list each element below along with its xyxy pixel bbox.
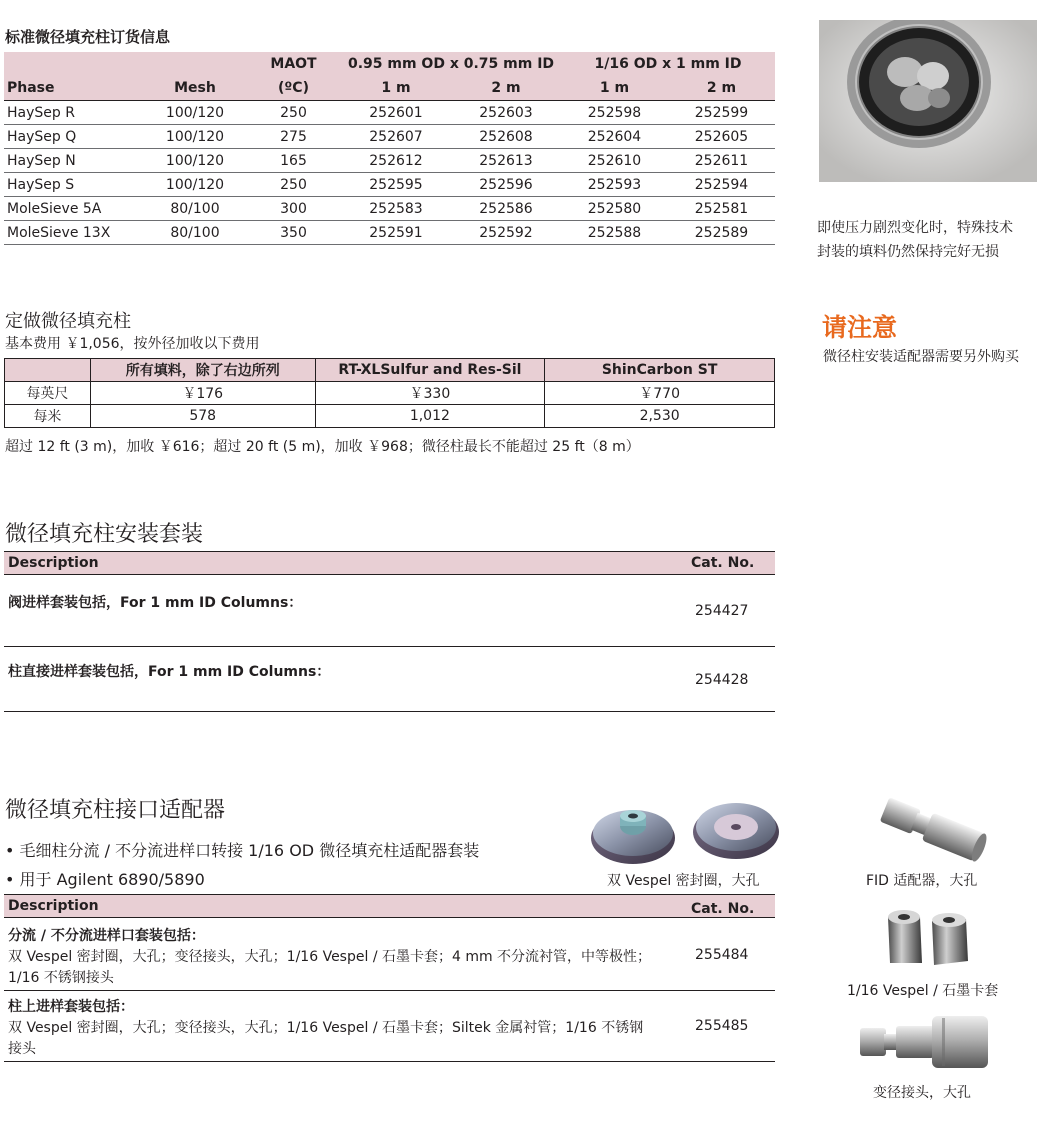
col-rtxl: RT-XLSulfur and Res-Sil xyxy=(315,359,545,382)
col-cat-no: Cat. No. xyxy=(691,901,755,917)
install-item-desc: 柱直接进样套装包括，For 1 mm ID Columns： xyxy=(8,664,331,680)
install-item-cat: 254427 xyxy=(695,603,749,619)
cell-cat: 252607 xyxy=(341,125,451,149)
col-b1: 1 m xyxy=(561,76,668,101)
cell-price: 578 xyxy=(90,405,315,428)
ordering-table xyxy=(4,52,775,245)
table-row xyxy=(4,221,775,245)
cell-cat: 252598 xyxy=(561,101,668,125)
cell-mesh: 80/100 xyxy=(144,197,246,221)
cell-maot: 165 xyxy=(246,149,341,173)
table-row xyxy=(5,405,775,428)
cell-cat: 252599 xyxy=(668,101,775,125)
divider xyxy=(4,1061,775,1062)
install-item-cat: 254428 xyxy=(695,672,749,688)
reducer-caption: 变径接头，大孔 xyxy=(873,1085,971,1101)
cell-maot: 250 xyxy=(246,173,341,197)
table-row xyxy=(4,173,775,197)
ferrule-caption: 双 Vespel 密封圈，大孔 xyxy=(607,873,760,889)
cell-cat: 252586 xyxy=(451,197,561,221)
divider xyxy=(4,646,775,647)
adapters-header xyxy=(4,894,775,918)
custom-title: 定做微径填充柱 xyxy=(5,311,131,332)
adapter-item-cat: 255484 xyxy=(695,947,749,963)
col-b2: 2 m xyxy=(668,76,775,101)
col-a1: 1 m xyxy=(341,76,451,101)
cell-cat: 252613 xyxy=(451,149,561,173)
adapter-item xyxy=(8,926,651,989)
cell-maot: 275 xyxy=(246,125,341,149)
cell-cat: 252611 xyxy=(668,149,775,173)
cell-phase: HaySep N xyxy=(4,149,144,173)
install-item-desc: 阀进样套装包括，For 1 mm ID Columns： xyxy=(8,595,303,611)
adapter-item-desc: 双 Vespel 密封圈，大孔；变径接头，大孔；1/16 Vespel / 石墨卡套；Siltek 金属衬管；1/16 不锈钢 xyxy=(8,1020,644,1036)
adapter-item-cat: 255485 xyxy=(695,1018,749,1034)
custom-price-table xyxy=(4,358,775,428)
photo-caption xyxy=(817,216,1013,264)
col-phase: Phase xyxy=(4,76,144,101)
table-row xyxy=(4,197,775,221)
cell-price: ￥176 xyxy=(90,382,315,405)
col-od095: 0.95 mm OD x 0.75 mm ID xyxy=(347,56,555,72)
cell-cat: 252594 xyxy=(668,173,775,197)
cell-maot: 350 xyxy=(246,221,341,245)
table-row xyxy=(4,101,775,125)
table-row xyxy=(4,125,775,149)
cell-cat: 252612 xyxy=(341,149,451,173)
install-title: 微径填充柱安装套装 xyxy=(5,522,204,547)
cell-maot: 250 xyxy=(246,101,341,125)
cell-cat: 252595 xyxy=(341,173,451,197)
adapters-bullet: • 用于 Agilent 6890/5890 xyxy=(5,870,205,889)
ordering-title: 标准微径填充柱订货信息 xyxy=(5,28,171,46)
adapters-bullet: • 毛细柱分流 / 不分流进样口转接 1/16 OD 微径填充柱适配器套装 xyxy=(5,841,480,860)
col-description: Description xyxy=(8,555,99,571)
col-all-packings: 所有填料，除了右边所列 xyxy=(90,359,315,382)
adapter-item-desc: 1/16 不锈钢接头 xyxy=(8,970,114,986)
col-description: Description xyxy=(8,898,99,914)
reducer-union-image xyxy=(858,1010,990,1074)
cell-cat: 252580 xyxy=(561,197,668,221)
ferrule-pair-caption: 1/16 Vespel / 石墨卡套 xyxy=(847,983,999,999)
adapters-title: 微径填充柱接口适配器 xyxy=(5,798,226,823)
cell-cat: 252589 xyxy=(668,221,775,245)
fid-adapter-caption: FID 适配器，大孔 xyxy=(866,873,978,889)
cell-unit: 每英尺 xyxy=(5,382,91,405)
cell-phase: HaySep Q xyxy=(4,125,144,149)
adapter-item-desc: 接头 xyxy=(8,1041,36,1057)
cell-cat: 252608 xyxy=(451,125,561,149)
col-cat-no: Cat. No. xyxy=(691,555,755,571)
cell-cat: 252604 xyxy=(561,125,668,149)
photo-caption-line: 即使压力剧烈变化时，特殊技术 xyxy=(817,220,1013,236)
cell-cat: 252605 xyxy=(668,125,775,149)
adapter-item xyxy=(8,997,643,1060)
column-cross-section-photo xyxy=(819,20,1037,182)
col-a2: 2 m xyxy=(451,76,561,101)
notice-title: 请注意 xyxy=(822,313,898,342)
cell-price: 1,012 xyxy=(315,405,545,428)
vespel-ferrule-image xyxy=(588,796,784,866)
cell-price: 2,530 xyxy=(545,405,775,428)
col-mesh: Mesh xyxy=(144,76,246,101)
cell-cat: 252588 xyxy=(561,221,668,245)
cell-price: ￥770 xyxy=(545,382,775,405)
adapter-item-title: 柱上进样套装包括： xyxy=(8,999,134,1015)
cell-phase: HaySep S xyxy=(4,173,144,197)
cell-cat: 252592 xyxy=(451,221,561,245)
cell-mesh: 100/120 xyxy=(144,101,246,125)
cell-cat: 252591 xyxy=(341,221,451,245)
table-row xyxy=(5,382,775,405)
vespel-graphite-ferrule-image xyxy=(884,903,974,969)
cell-cat: 252596 xyxy=(451,173,561,197)
col-shincarbon: ShinCarbon ST xyxy=(545,359,775,382)
cell-maot: 300 xyxy=(246,197,341,221)
custom-subtitle: 基本费用 ￥1,056，按外径加收以下费用 xyxy=(5,336,260,352)
cell-cat: 252581 xyxy=(668,197,775,221)
adapter-item-title: 分流 / 不分流进样口套装包括： xyxy=(8,928,205,944)
notice-text: 微径柱安装适配器需要另外购买 xyxy=(823,349,1019,365)
fid-adapter-image xyxy=(872,796,994,866)
cell-price: ￥330 xyxy=(315,382,545,405)
cell-cat: 252610 xyxy=(561,149,668,173)
cell-phase: HaySep R xyxy=(4,101,144,125)
custom-note: 超过 12 ft (3 m)，加收 ￥616；超过 20 ft (5 m)，加收 ￥968；微径柱最长不能超过 25 ft（8 m） xyxy=(5,439,640,455)
cell-cat: 252593 xyxy=(561,173,668,197)
table-row xyxy=(4,149,775,173)
cell-unit: 每米 xyxy=(5,405,91,428)
cell-phase: MoleSieve 5A xyxy=(4,197,144,221)
cell-mesh: 100/120 xyxy=(144,125,246,149)
col-temp-unit: (ºC) xyxy=(246,76,341,101)
photo-caption-line: 封装的填料仍然保持完好无损 xyxy=(817,244,999,260)
col-maot: MAOT xyxy=(270,56,317,72)
col-unit xyxy=(5,359,91,382)
cell-mesh: 100/120 xyxy=(144,149,246,173)
adapter-item-desc: 双 Vespel 密封圈，大孔；变径接头，大孔；1/16 Vespel / 石墨卡套；4 mm 不分流衬管，中等极性； xyxy=(8,949,652,965)
cell-mesh: 100/120 xyxy=(144,173,246,197)
install-header xyxy=(4,551,775,575)
divider xyxy=(4,990,775,991)
cell-cat: 252603 xyxy=(451,101,561,125)
divider xyxy=(4,711,775,712)
col-od116: 1/16 OD x 1 mm ID xyxy=(594,56,742,72)
cell-cat: 252601 xyxy=(341,101,451,125)
cell-cat: 252583 xyxy=(341,197,451,221)
cell-phase: MoleSieve 13X xyxy=(4,221,144,245)
cell-mesh: 80/100 xyxy=(144,221,246,245)
